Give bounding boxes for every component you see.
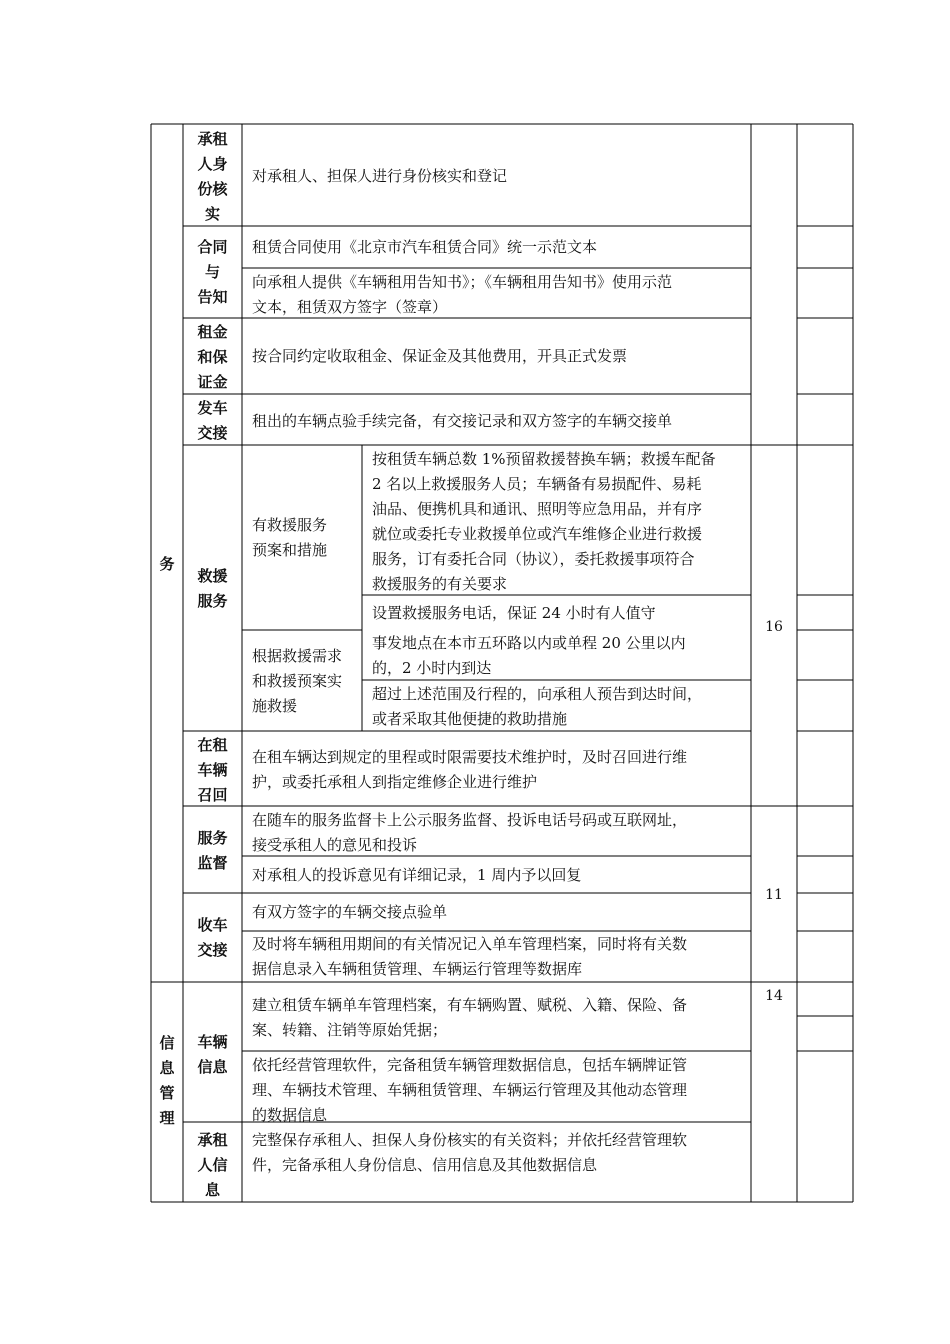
item-contract-template: 租赁合同使用《北京市汽车租赁合同》统一示范文本	[252, 238, 598, 256]
item-tenant-data: 完整保存承租人、担保人身份核实的有关资料；并依托经营管理软 件，完备承租人身份信息、信用信息及其他数据信息	[252, 1131, 688, 1174]
item-complaint-record: 对承租人的投诉意见有详细记录，1 周内予以回复	[252, 866, 582, 884]
group-label-service: 务	[159, 555, 175, 573]
item-vehicle-archive: 建立租赁车辆单车管理档案，有车辆购置、赋税、入籍、保险、备 案、转籍、注销等原始凭据；	[252, 996, 688, 1039]
item-return-records: 及时将车辆租用期间的有关情况记入单车管理档案，同时将有关数 据信息录入车辆租赁管理、车辆运行管理等数据库	[252, 935, 688, 978]
category-vehicle-return: 收车 交接	[197, 916, 228, 959]
category-contract-notice: 合同 与 告知	[197, 238, 228, 306]
item-notice-letter: 向承租人提供《车辆租用告知书》；《车辆租用告知书》使用示范 文本，租赁双方签字（签章）	[252, 273, 673, 316]
category-tenant-info: 承租 人信 息	[197, 1131, 228, 1199]
item-identity-check: 对承租人、担保人进行身份核实和登记	[252, 167, 508, 185]
category-rescue-service: 救援 服务	[197, 567, 228, 610]
category-vehicle-recall: 在租 车辆 召回	[197, 736, 228, 804]
category-rent-deposit: 租金 和保 证金	[197, 323, 228, 391]
subcategory-rescue-plan: 有救援服务 预案和措施	[252, 516, 328, 559]
item-vehicle-data: 依托经营管理软件，完备租赁车辆管理数据信息，包括车辆牌证管 理、车辆技术管理、车辆租赁管理、车辆运行管理及其他动态管理 的数据信息	[252, 1056, 688, 1124]
item-rescue-beyond-range: 超过上述范围及行程的，向承租人预告到达时间， 或者采取其他便捷的救助措施	[372, 685, 703, 728]
score-14: 14	[765, 988, 783, 1004]
item-rescue-arrival: 事发地点在本市五环路以内或单程 20 公里以内 的，2 小时内到达	[372, 634, 686, 677]
category-vehicle-dispatch: 发车 交接	[197, 399, 228, 442]
item-supervision-card: 在随车的服务监督卡上公示服务监督、投诉电话号码或互联网址， 接受承租人的意见和投诉	[252, 811, 688, 854]
subcategory-rescue-execution: 根据救援需求 和救援预案实 施救援	[252, 647, 343, 715]
category-service-supervision: 服务 监督	[197, 829, 228, 872]
category-vehicle-info: 车辆 信息	[197, 1033, 228, 1076]
item-return-checklist: 有双方签字的车辆交接点验单	[252, 903, 448, 921]
score-11: 11	[765, 887, 783, 903]
item-vehicle-recall: 在租车辆达到规定的里程或时限需要技术维护时，及时召回进行维 护，或委托承租人到指定维修企业进行维护	[252, 748, 688, 791]
category-identity-check: 承租 人身 份核 实	[197, 130, 228, 223]
item-rescue-reserve: 按租赁车辆总数 1%预留救援替换车辆；救援车配备 2 名以上救援服务人员；车辆备有易损配件、易耗 油品、便携机具和通讯、照明等应急用品，并有序 就位或委托专业救援单位或汽车维修企业进行救援 服务，订有委托合同（协议），委托救援事项符合 救援服务的有关要求	[372, 450, 716, 593]
group-label-info: 信 息 管 理	[159, 1034, 175, 1127]
item-rescue-hotline: 设置救援服务电话，保证 24 小时有人值守	[372, 604, 656, 622]
item-dispatch-handover: 租出的车辆点验手续完备，有交接记录和双方签字的车辆交接单	[252, 412, 673, 430]
score-16: 16	[765, 619, 783, 635]
item-rent-collection: 按合同约定收取租金、保证金及其他费用，开具正式发票	[252, 347, 628, 365]
